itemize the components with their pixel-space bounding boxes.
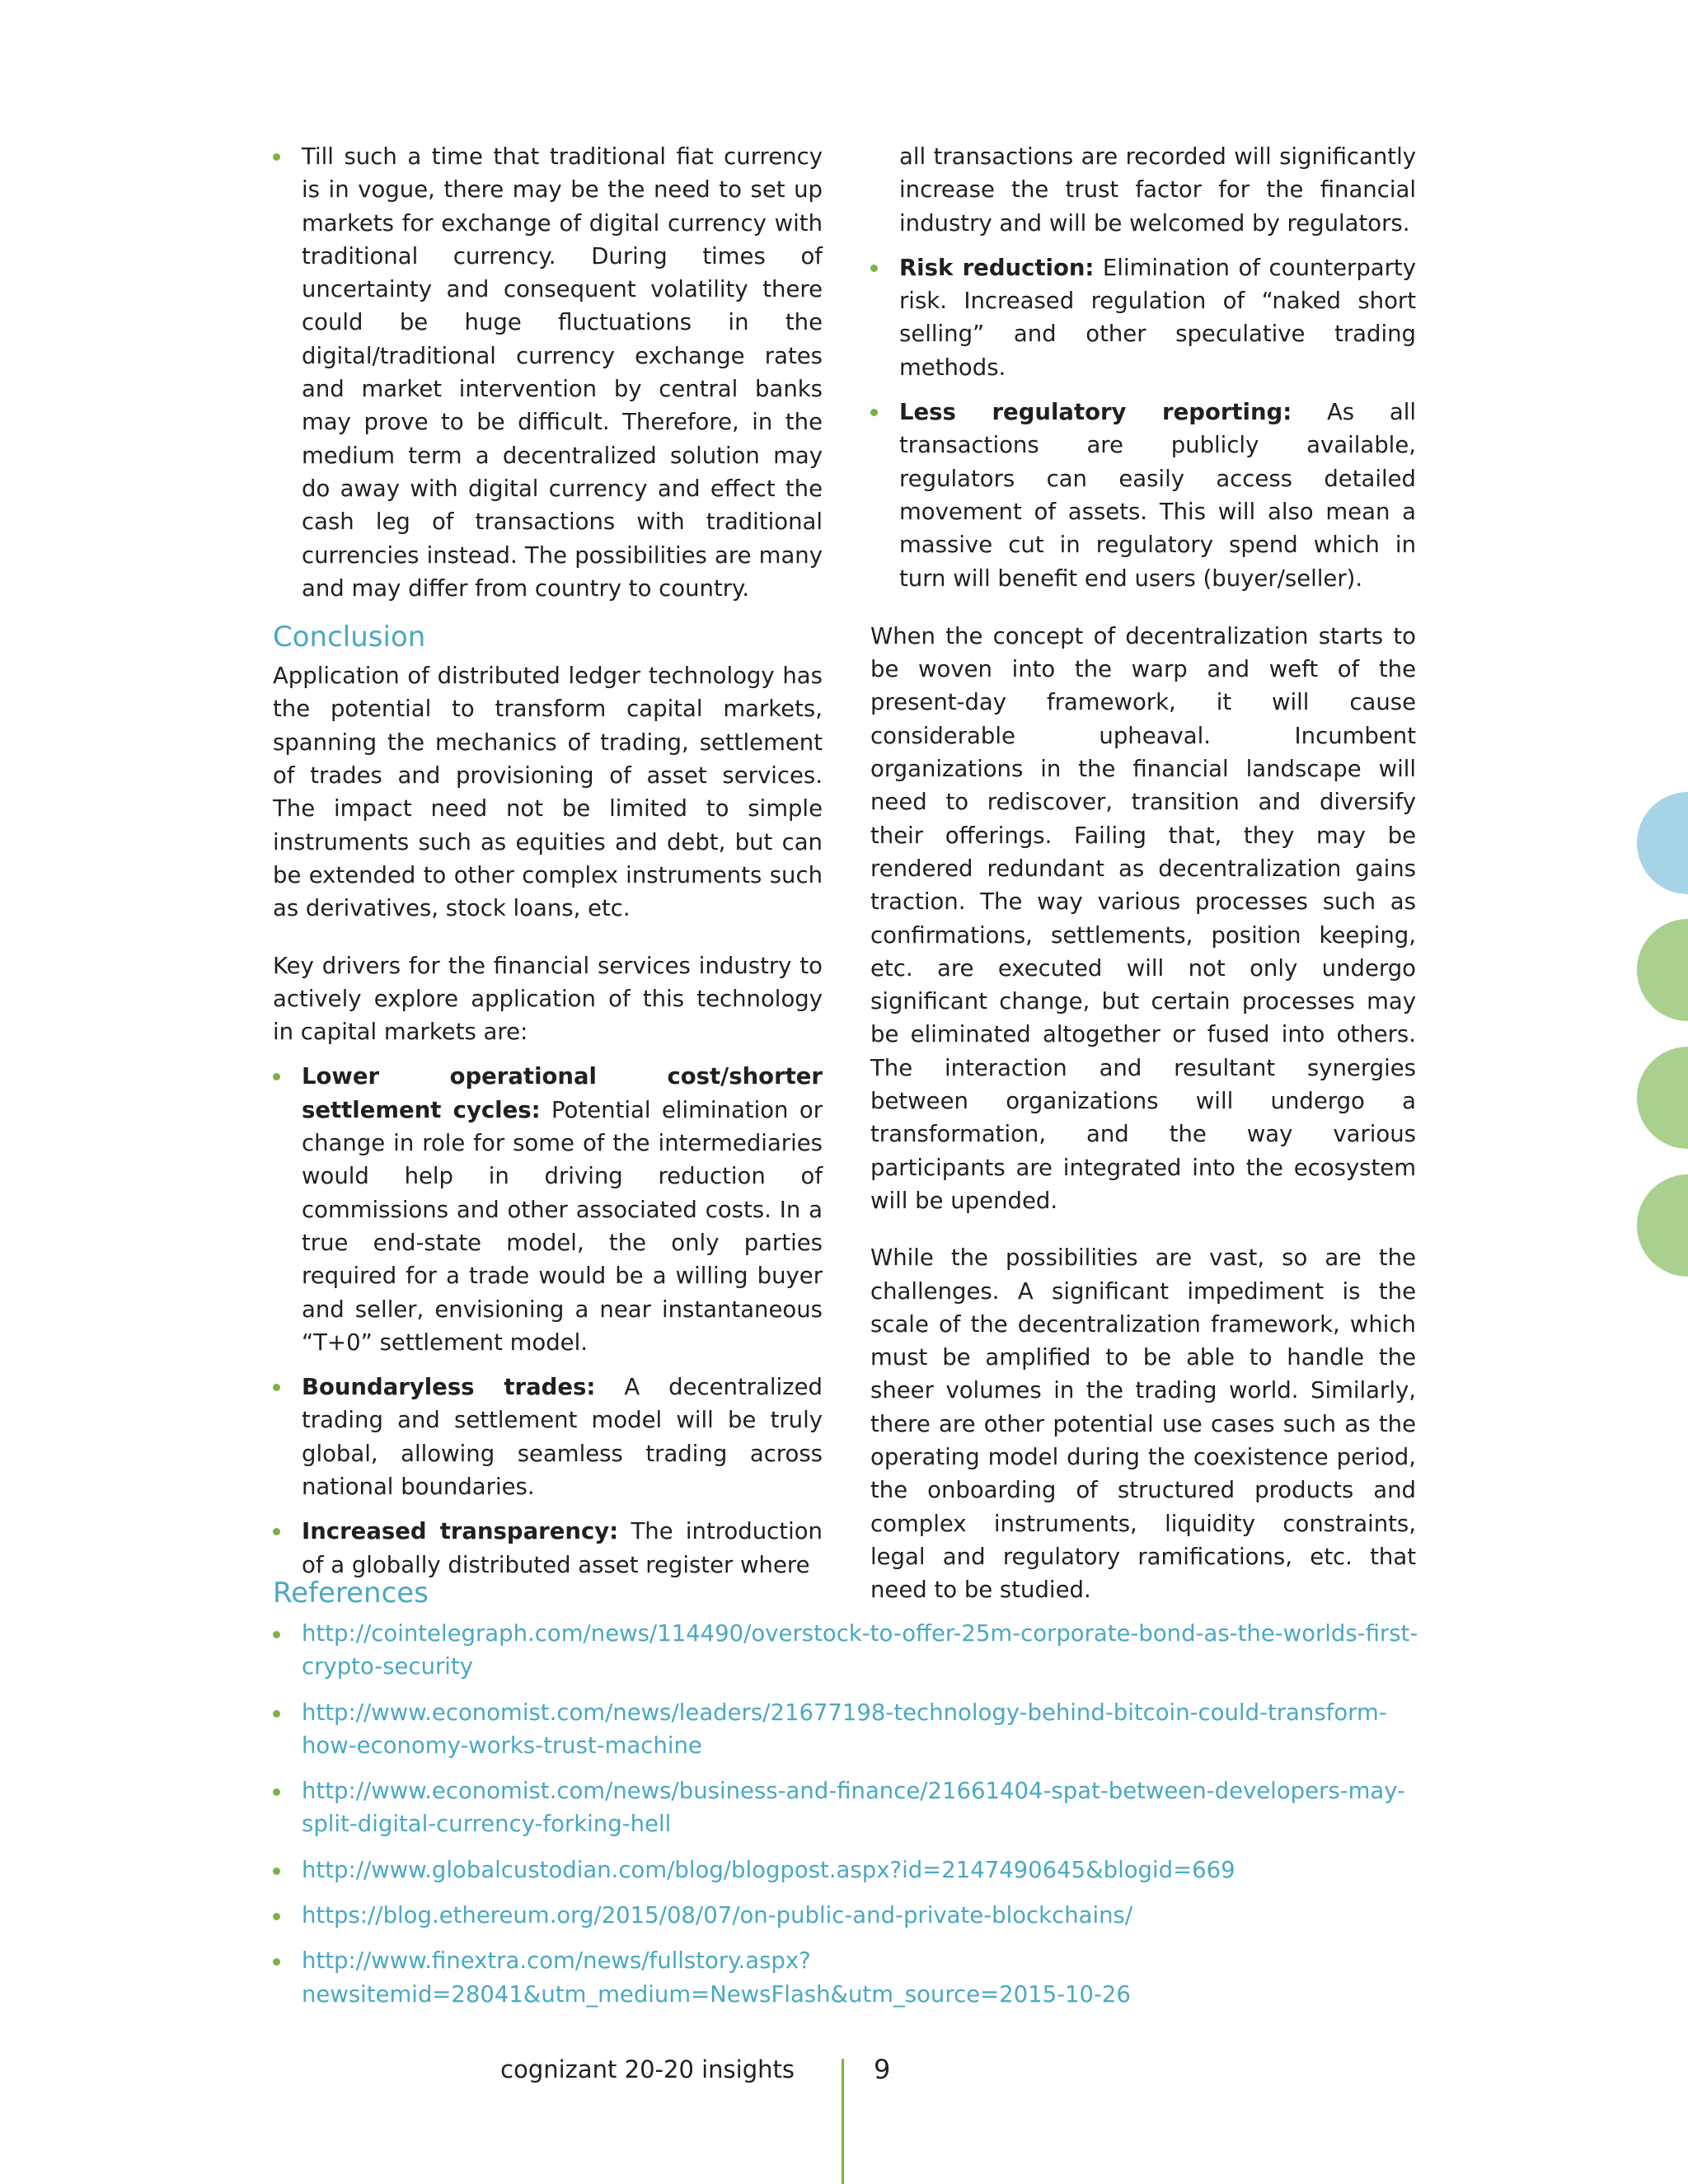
list-item (273, 1060, 823, 1359)
body-paragraph: While the possibilities are vast, so are the challenges. A significant impediment is the scale of the decentralization framework, which must be amplified to be able to handle the sheer volumes in the trading world. Similarly, there are other potential use cases such as the operating model during the coexistence period, the onboarding of structured products and complex instruments, liquidity constraints, legal and regulatory ramifications, etc. that need to be studied. (870, 1244, 1416, 1604)
left-column (273, 140, 823, 1593)
footer-divider (842, 2059, 844, 2184)
decorative-dot-green (1637, 1047, 1688, 1149)
intro-bullet-list (273, 140, 823, 605)
decorative-dot-blue (1637, 792, 1688, 894)
reference-url[interactable]: http://www.globalcustodian.com/blog/blogpost.aspx?id=2147490645&blogid=669 (302, 1856, 1236, 1883)
reference-url[interactable]: http://cointelegraph.com/news/114490/overstock-to-offer-25m-corporate-bond-as-the-worlds-first-crypto-security (302, 1620, 1418, 1680)
reference-url[interactable]: http://www.economist.com/news/leaders/21677198-technology-behind-bitcoin-could-transform-how-economy-works-trust-machine (302, 1699, 1387, 1759)
references-list (273, 1617, 1423, 2011)
intro-bullet-text: Till such a time that traditional fiat currency is in vogue, there may be the need to set up markets for exchange of digital currency with traditional currency. During times of uncertainty and consequent volatility there could be huge fluctuations in the digital/traditional currency exchange rates and market intervention by central banks may prove to be difficult. Therefore, in the medium term a decentralized solution may do away with digital currency and effect the cash leg of transactions with traditional currencies instead. The possibilities are many and may differ from country to country. (302, 143, 823, 602)
reference-link[interactable] (273, 1944, 1423, 2011)
key-drivers-list (273, 1060, 823, 1581)
driver-term: Lower operational cost/shorter settlement cycles: (302, 1063, 823, 1123)
reference-link[interactable] (273, 1854, 1423, 1886)
driver-text: A decentralized trading and settlement model will be truly global, allowing seamless trading across national boundaries. (302, 1374, 823, 1500)
references-heading: References (273, 1577, 429, 1610)
list-item (273, 1515, 823, 1582)
conclusion-paragraph: Application of distributed ledger technology has the potential to transform capital markets, spanning the mechanics of trading, settlement of trades and provisioning of asset services. The impact need not be limited to simple instruments such as equities and debt, but can be extended to other complex instruments such as derivatives, stock loans, etc. (273, 663, 823, 922)
page-number: 9 (874, 2054, 891, 2085)
reference-url[interactable]: http://www.finextra.com/news/fullstory.aspx?newsitemid=28041&utm_medium=NewsFlash&utm_source=2015-10-26 (302, 1947, 1131, 2008)
key-drivers-intro: Key drivers for the financial services industry to actively explore application of this technology in capital markets are: (273, 952, 823, 1046)
reference-link[interactable] (273, 1899, 1423, 1932)
decorative-dot-green (1637, 1174, 1688, 1277)
reference-url[interactable]: https://blog.ethereum.org/2015/08/07/on-public-and-private-blockchains/ (302, 1902, 1133, 1929)
body-paragraph: When the concept of decentralization starts to be woven into the warp and weft of the present-day framework, it will cause considerable upheaval. Incumbent organizations in the financial landscape will need to rediscover, transition and diversify their offerings. Failing that, they may be rendered redundant as decentralization gains traction. The way various processes such as confirmations, settlements, position keeping, etc. are executed will not only undergo significant change, but certain processes may be eliminated altogether or fused into others. The interaction and resultant synergies between organizations will undergo a transformation, and the way various participants are integrated into the ecosystem will be upended. (870, 622, 1416, 1214)
driver-term: Increased transparency: (302, 1518, 619, 1545)
list-item (273, 140, 823, 605)
reference-link[interactable] (273, 1774, 1423, 1841)
driver-text: The introduction of a globally distributed asset register where (302, 1518, 823, 1578)
references-section (273, 1572, 1423, 2023)
reference-link[interactable] (273, 1617, 1423, 1684)
publication-name: cognizant 20-20 insights (500, 2055, 795, 2083)
driver-term: Less regulatory reporting: (899, 399, 1292, 426)
reference-url[interactable]: http://www.economist.com/news/business-and-finance/21661404-spat-between-developers-may-split-digital-currency-forking-hell (302, 1778, 1405, 1838)
driver-text: As all transactions are publicly available, regulators can easily access detailed movement of assets. This will also mean a massive cut in regulatory spend which in turn will benefit end users (buyer/seller). (899, 399, 1416, 592)
list-item (273, 1371, 823, 1503)
list-item-continuation (870, 140, 1416, 240)
driver-term: Boundaryless trades: (302, 1374, 596, 1401)
conclusion-heading: Conclusion (273, 621, 426, 654)
list-item (870, 251, 1416, 384)
continuation-text: all transactions are recorded will significantly increase the trust factor for the financial industry and will be welcomed by regulators. (899, 143, 1416, 237)
reference-link[interactable] (273, 1696, 1423, 1763)
right-column (870, 140, 1416, 1630)
decorative-dot-green (1637, 919, 1688, 1021)
driver-term: Risk reduction: (899, 254, 1095, 281)
driver-text: Potential elimination or change in role for some of the intermediaries would help in driving reduction of commissions and other associated costs. In a true end-state model, the only parties required for a trade would be a willing buyer and seller, envisioning a near instantaneous “T+0” settlement model. (302, 1096, 823, 1356)
driver-text: Elimination of counterparty risk. Increased regulation of “naked short selling” and other speculative trading methods. (899, 254, 1416, 381)
list-item (870, 396, 1416, 595)
continued-bullet-list (870, 140, 1416, 595)
